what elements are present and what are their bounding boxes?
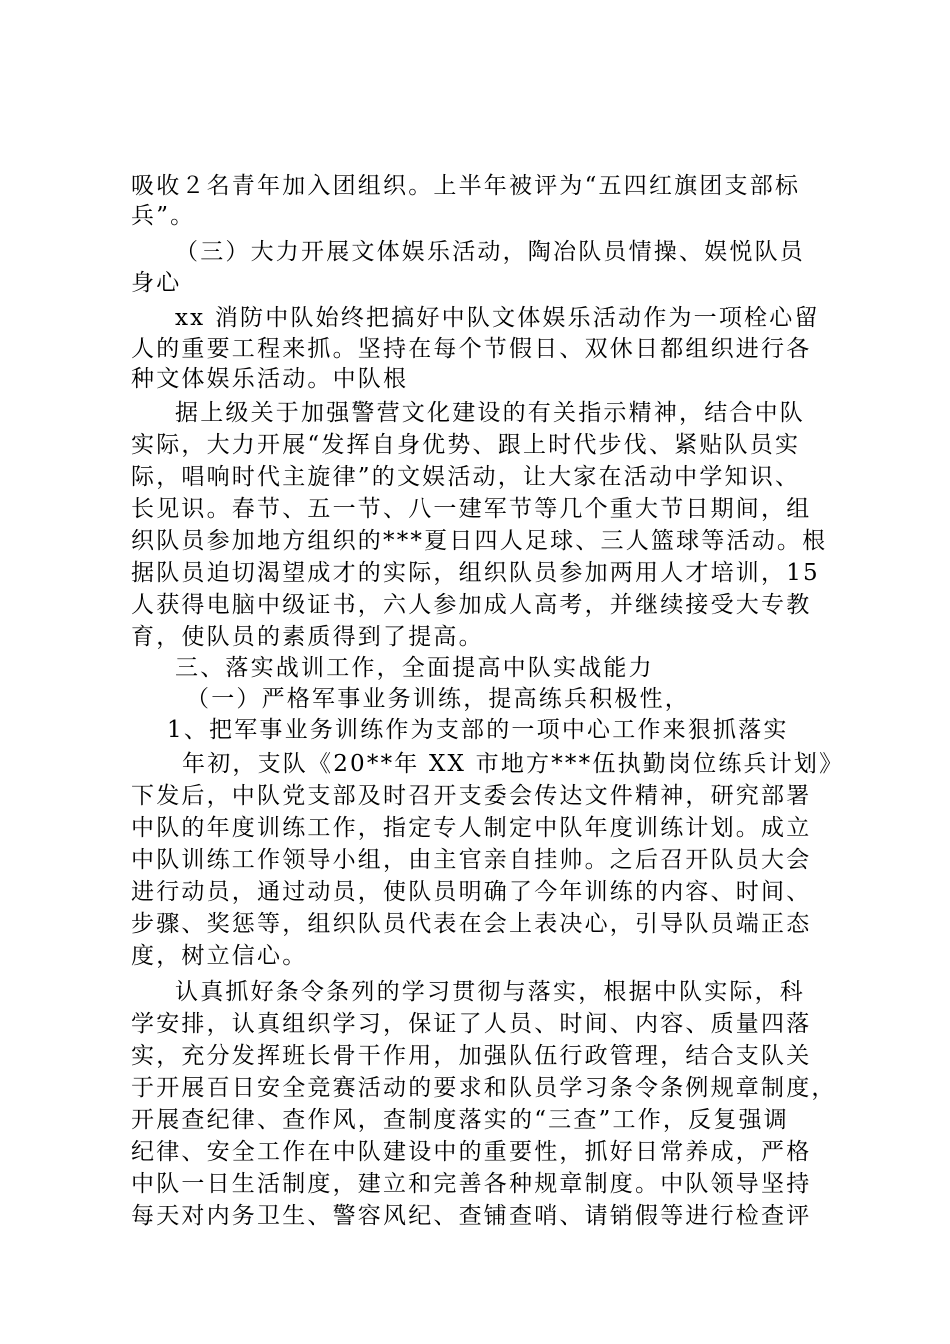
text-line: 兵”。 bbox=[131, 203, 196, 229]
text-line: 度，树立信心。 bbox=[131, 943, 308, 969]
text-line: 育，使队员的素质得到了提高。 bbox=[131, 624, 484, 650]
text-line: 于开展百日安全竞赛活动的要求和队员学习条令条例规章制度， bbox=[131, 1075, 837, 1101]
text-line: 开展查纪律、查作风，查制度落实的“三查”工作，反复强调 bbox=[131, 1107, 789, 1133]
text-line: 吸收２名青年加入团组织。上半年被评为“五四红旗团支部标 bbox=[131, 173, 801, 199]
text-line: 中队的年度训练工作，指定专人制定中队年度训练计划。成立 bbox=[131, 815, 812, 841]
text-line: 实际，大力开展“发挥自身优势、跟上时代步伐、紧贴队员实 bbox=[131, 432, 801, 458]
text-line: 据队员迫切渴望成才的实际，组织队员参加两用人才培训，15 bbox=[131, 560, 820, 586]
text-line: 长见识。春节、五一节、八一建军节等几个重大节日期间，组 bbox=[131, 496, 812, 522]
text-line: 实，充分发挥班长骨干作用，加强队伍行政管理，结合支队关 bbox=[131, 1043, 812, 1069]
text-line: 学安排，认真组织学习，保证了人员、时间、内容、质量四落 bbox=[131, 1011, 812, 1037]
section-heading-continued: 身心 bbox=[131, 270, 182, 296]
section-heading: 三、落实战训工作，全面提高中队实战能力 bbox=[175, 655, 654, 681]
section-heading: （三）大力开展文体娱乐活动，陶冶队员情操、娱悦队员 bbox=[175, 239, 805, 265]
text-line: 人获得电脑中级证书，六人参加成人高考，并继续接受大专教 bbox=[131, 592, 812, 618]
subsection-heading: （一）严格军事业务训练，提高练兵积极性， bbox=[186, 686, 690, 712]
text-line: 认真抓好条令条列的学习贯彻与落实，根据中队实际，科 bbox=[175, 979, 805, 1005]
subsection-heading: 1、把军事业务训练作为支部的一项中心工作来狠抓落实 bbox=[167, 717, 789, 743]
text-line: 步骤、奖惩等，组织队员代表在会上表决心，引导队员端正态 bbox=[131, 911, 812, 937]
text-line: 织队员参加地方组织的***夏日四人足球、三人篮球等活动。根 bbox=[131, 528, 828, 554]
text-line: 每天对内务卫生、警容风纪、查铺查哨、请销假等进行检查评 bbox=[131, 1203, 812, 1229]
text-line: xx 消防中队始终把搞好中队文体娱乐活动作为一项栓心留 bbox=[175, 305, 820, 331]
text-line: 年初，支队《20**年 XX 市地方***伍执勤岗位练兵计划》 bbox=[182, 751, 845, 777]
text-line: 际，唱响时代主旋律”的文娱活动，让大家在活动中学知识、 bbox=[131, 464, 801, 490]
text-line: 中队训练工作领导小组，由主官亲自挂帅。之后召开队员大会 bbox=[131, 847, 812, 873]
text-line: 纪律、安全工作在中队建设中的重要性，抓好日常养成，严格 bbox=[131, 1139, 812, 1165]
text-line: 中队一日生活制度，建立和完善各种规章制度。中队领导坚持 bbox=[131, 1171, 812, 1197]
text-line: 人的重要工程来抓。坚持在每个节假日、双休日都组织进行各 bbox=[131, 336, 812, 362]
text-line: 据上级关于加强警营文化建设的有关指示精神，结合中队 bbox=[175, 400, 805, 426]
text-line: 下发后，中队党支部及时召开支委会传达文件精神，研究部署 bbox=[131, 783, 812, 809]
text-line: 种文体娱乐活动。中队根 bbox=[131, 366, 409, 392]
text-line: 进行动员，通过动员，使队员明确了今年训练的内容、时间、 bbox=[131, 879, 812, 905]
